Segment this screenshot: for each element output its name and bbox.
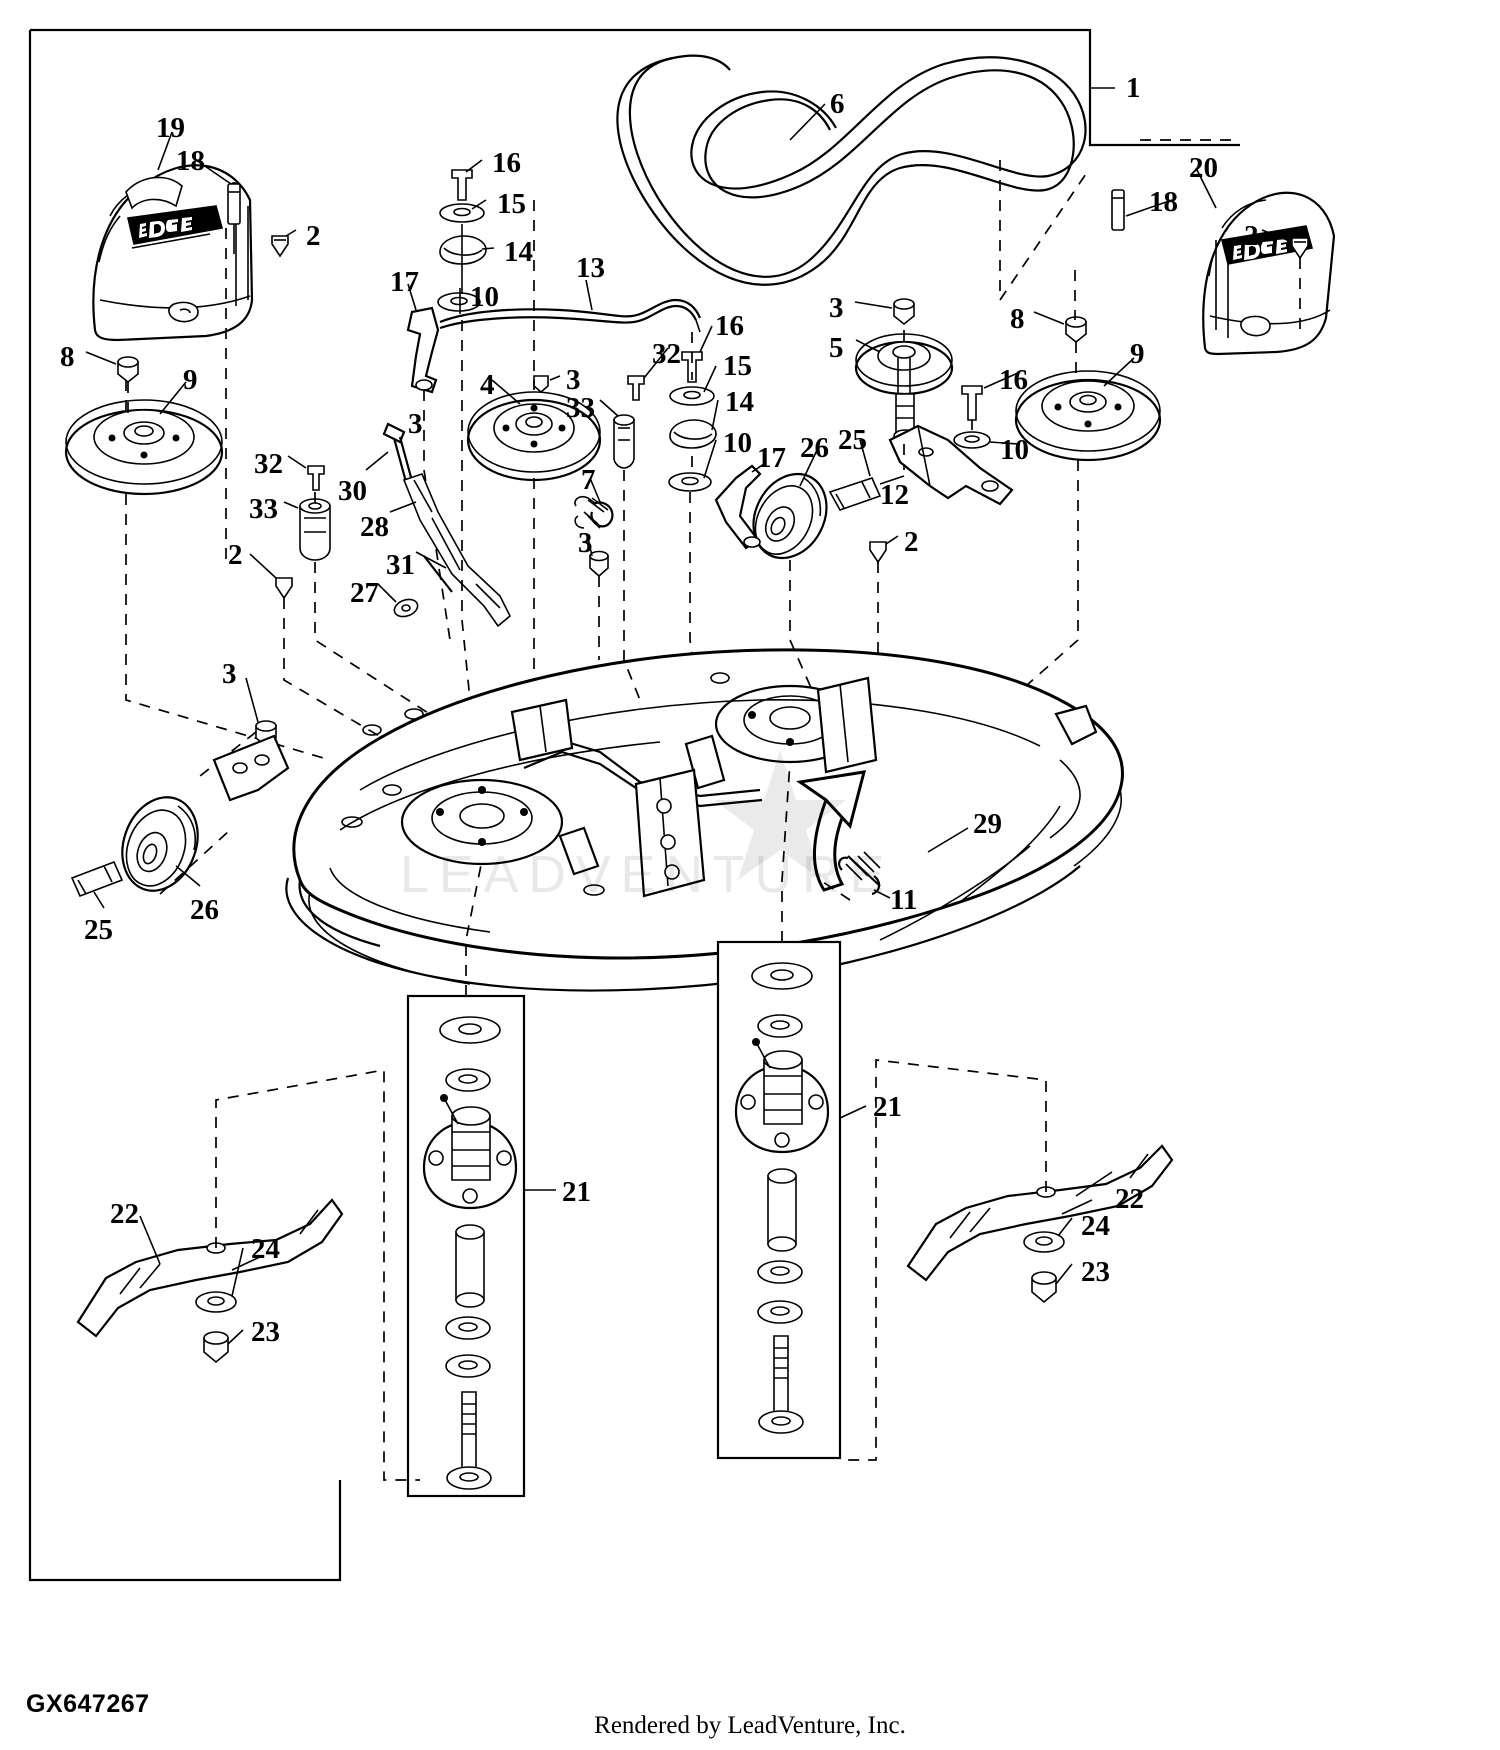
leader-32b	[288, 456, 306, 468]
nut-3-lower	[590, 552, 608, 577]
callout-2: 2	[904, 526, 919, 558]
leader-2c	[886, 536, 898, 544]
callout-9: 9	[1130, 338, 1145, 370]
leader-3a	[855, 302, 892, 308]
leader-28	[390, 502, 416, 512]
spacer-33-left	[300, 499, 330, 560]
screw-2-left-lower	[276, 578, 292, 598]
leader-24b	[1058, 1218, 1072, 1236]
callout-24: 24	[251, 1233, 280, 1265]
caster-wheel-26-left	[110, 787, 210, 902]
callout-16: 16	[492, 147, 521, 179]
callout-16: 16	[999, 364, 1028, 396]
axle-25-right	[830, 478, 880, 510]
pulley-5	[856, 334, 952, 442]
callout-33: 33	[566, 392, 595, 424]
callout-17: 17	[390, 266, 419, 298]
leader-14a	[482, 248, 494, 249]
bolt-16-right	[954, 386, 990, 448]
callout-13: 13	[576, 252, 605, 284]
footer-credit: Rendered by LeadVenture, Inc.	[594, 1712, 906, 1739]
callout-19: 19	[156, 112, 185, 144]
leader-2a	[286, 230, 296, 236]
leader-33b	[284, 502, 298, 508]
pulley-9-left	[66, 400, 222, 494]
callout-25: 25	[838, 424, 867, 456]
callout-4: 4	[480, 369, 495, 401]
leader-3b	[550, 376, 560, 380]
callout-33: 33	[249, 493, 278, 525]
washer-24-left	[196, 1292, 236, 1312]
callout-15: 15	[497, 188, 526, 220]
screw-2-right-mid	[870, 542, 886, 562]
callout-23: 23	[1081, 1256, 1110, 1288]
callout-2: 2	[1244, 220, 1259, 252]
axle-25-left	[72, 862, 122, 896]
leader-23b	[1056, 1264, 1072, 1284]
bolt-18-right	[1112, 190, 1124, 230]
leader-25a	[94, 892, 104, 908]
callout-18: 18	[176, 145, 205, 177]
callout-30: 30	[338, 475, 367, 507]
callout-8: 8	[60, 341, 75, 373]
nut-8-right	[1066, 317, 1086, 342]
callout-21: 21	[562, 1176, 591, 1208]
callout-20: 20	[1189, 152, 1218, 184]
callout-31: 31	[386, 549, 415, 581]
leader-22a	[140, 1216, 160, 1264]
spindle-box-left	[408, 860, 524, 1496]
callout-5: 5	[829, 332, 844, 364]
leader-3e	[246, 678, 258, 722]
leader-2d	[250, 554, 276, 578]
callout-8: 8	[1010, 303, 1025, 335]
callout-2: 2	[228, 539, 243, 571]
leader-16b	[700, 326, 712, 352]
callout-26: 26	[800, 432, 829, 464]
bracket-17-right	[716, 466, 760, 548]
callout-32: 32	[652, 338, 681, 370]
leader-27	[378, 584, 396, 602]
nut-23-left	[204, 1332, 228, 1362]
callout-7: 7	[581, 464, 596, 496]
callout-3: 3	[222, 658, 237, 690]
callout-10: 10	[1000, 434, 1029, 466]
spacer-33-center	[614, 415, 634, 468]
callout-23: 23	[251, 1316, 280, 1348]
callout-12: 12	[880, 479, 909, 511]
callout-14: 14	[504, 236, 533, 268]
callout-21: 21	[873, 1091, 902, 1123]
belt-6	[617, 56, 1085, 285]
leader-21b	[840, 1106, 866, 1118]
spring-7	[575, 497, 612, 528]
part-code: GX647267	[26, 1690, 150, 1718]
bolt-18-left	[228, 184, 240, 224]
callout-1: 1	[1126, 72, 1141, 104]
callout-10: 10	[470, 281, 499, 313]
leader-4	[492, 380, 520, 404]
callout-9: 9	[183, 364, 198, 396]
screw-2-left-top	[272, 236, 288, 256]
callout-22: 22	[1115, 1183, 1144, 1215]
nut-3-pulley5	[894, 299, 914, 324]
callout-6: 6	[830, 88, 845, 120]
callout-22: 22	[110, 1198, 139, 1230]
bolt-32-left	[308, 466, 324, 490]
callout-15: 15	[723, 350, 752, 382]
leader-33a	[600, 400, 618, 416]
callout-3: 3	[829, 292, 844, 324]
pulley-9-right	[1016, 371, 1160, 460]
callout-24: 24	[1081, 1210, 1110, 1242]
callout-28: 28	[360, 511, 389, 543]
nut-23-right	[1032, 1272, 1056, 1302]
bolt-32-center	[628, 376, 644, 400]
callout-3: 3	[566, 364, 581, 396]
leader-8a	[86, 352, 116, 364]
cover-right-20	[1203, 193, 1334, 354]
leader-14b	[712, 400, 718, 430]
nut-3-center	[534, 376, 548, 392]
bracket-17-left	[408, 308, 438, 392]
leader-15b	[704, 366, 716, 392]
leader-23a	[228, 1330, 243, 1344]
callout-32: 32	[254, 448, 283, 480]
callout-2: 2	[306, 220, 321, 252]
callout-11: 11	[890, 884, 918, 916]
callout-18: 18	[1149, 186, 1178, 218]
callout-3: 3	[578, 527, 593, 559]
callout-29: 29	[973, 808, 1002, 840]
leader-13	[586, 280, 592, 310]
callout-3: 3	[408, 408, 423, 440]
callout-10: 10	[723, 427, 752, 459]
leader-16a	[466, 160, 482, 172]
leader-6	[790, 104, 825, 140]
callout-25: 25	[84, 914, 113, 946]
leader-8b	[1034, 312, 1064, 324]
callout-27: 27	[350, 577, 379, 609]
leader-30	[366, 452, 388, 470]
callout-26: 26	[190, 894, 219, 926]
callout-16: 16	[715, 310, 744, 342]
nut-8-left	[118, 357, 138, 382]
callout-17: 17	[757, 442, 786, 474]
callout-14: 14	[725, 386, 754, 418]
